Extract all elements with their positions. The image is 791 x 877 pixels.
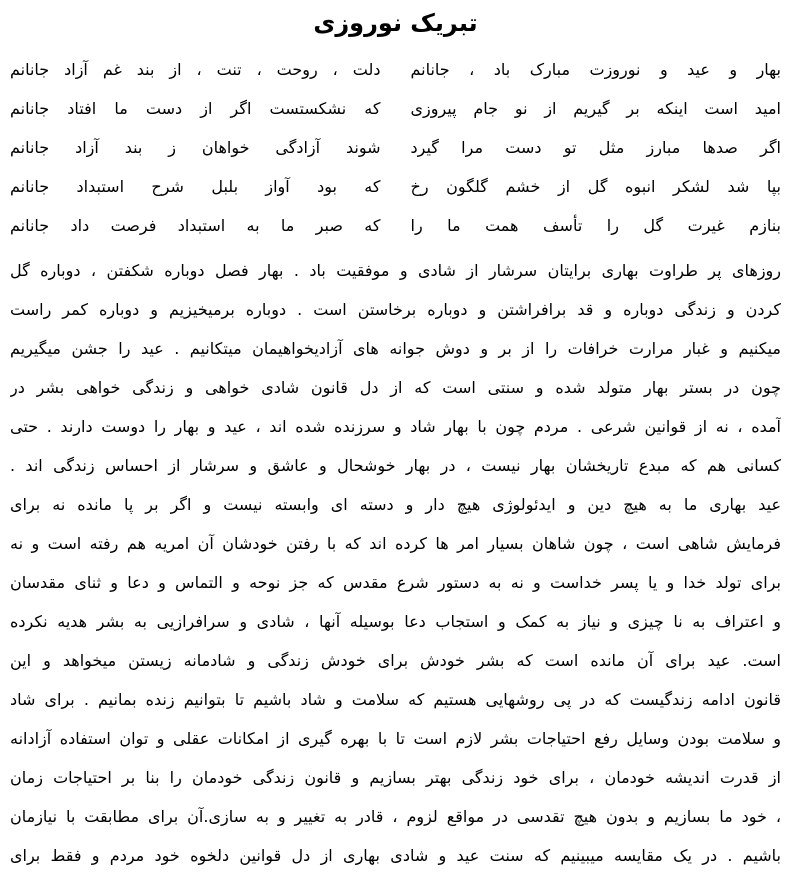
prose-line: روزهای پر طراوت بهاری برایتان سرشار از شادی و موفقیت باد . بهار فصل دوباره شکفتن ، دوباره گل xyxy=(10,261,781,280)
prose-section xyxy=(10,251,781,875)
prose-line: و اعتراف به نا چیزی و نیاز به کمک و استجاب دعا بوسیله آنها ، شادی و سرافرازیی به بشر هدیه نکرده xyxy=(10,612,781,631)
prose-line: فرمایش شاهی است ، چون شاهان بسیار امر ها کرده اند که با رفتن خودشان آن امریه هم رفته است و نه xyxy=(10,534,781,553)
poem-hemistich-right: امید است اینکه بر گیریم از نو جام پیروزی xyxy=(410,99,781,118)
poem-hemistich-left: که بود آواز بلبل شرح استبداد جانانم xyxy=(10,177,381,196)
prose-line: عید بهاری ما به هیچ دین و ایدئولوژی هیچ دار و دسته ای وابسته نیست و اگر بر پا مانده نه برای xyxy=(10,495,781,514)
poem-couplet xyxy=(10,128,781,167)
poem-couplet xyxy=(10,50,781,89)
prose-line: ، خود ما بسازیم و بدون هیچ تقدسی در مواقع لزوم ، قادر به تغییر و به سازی.آن برای مطابقت با نیازمان xyxy=(10,807,781,826)
prose-line: از قدرت اندیشه خودمان ، برای خود زندگی بهتر بسازیم و قانون زندگی خودمان را بنا بر احتیاجات زمان xyxy=(10,768,781,787)
poem-hemistich-right: اگر صدها مبارز مثل تو دست مرا گیرد xyxy=(410,138,781,157)
poem-hemistich-right: بهار و عید و نوروزت مبارک باد ، جانانم xyxy=(410,60,781,79)
poem-hemistich-right: بنازم غیرت گل را تأسف همت ما را xyxy=(410,216,781,235)
poem-hemistich-right: بپا شد لشکر انبوه گل از خشم گلگون رخ xyxy=(410,177,781,196)
poem-hemistich-left: که نشکستست اگر از دست ما افتاد جانانم xyxy=(10,99,381,118)
prose-line: باشیم . در یک مقایسه میبینیم که سنت عید و شادی بهاری از دل قوانین دلخوه خود مردم و فقط برای xyxy=(10,846,781,865)
poem-hemistich-left: شوند آزادگی خواهان ز بند آزاد جانانم xyxy=(10,138,381,157)
poem-section xyxy=(10,50,781,245)
prose-line: برای تولد خدا و یا پسر خداست و نه به دستور شرع مقدس که جز نوحه و التماس و دعا و ثنای مقدسان xyxy=(10,573,781,592)
poem-hemistich-left: دلت ، روحت ، تنت ، از بند غم آزاد جانانم xyxy=(10,60,381,79)
prose-line: میکنیم و غبار مرارت خرافات را از بر و دوش جوانه های آزادیخواهیمان میتکانیم . عید را جشن میگیریم xyxy=(10,339,781,358)
prose-line: است. عید برای آن مانده است که بشر خودش برای خودش زندگی و شادمانه زیستن میخواهد و این xyxy=(10,651,781,670)
prose-line: قانون ادامه زندگیست که در پی روشهایی هستیم که سلامت و شاد باشیم تا بتوانیم زنده بمانیم . برای شاد xyxy=(10,690,781,709)
prose-line: چون در بستر بهار متولد شده و سنتی است که از دل قانون شادی خواهی و زندگی خواهی بشر در xyxy=(10,378,781,397)
poem-couplet xyxy=(10,89,781,128)
poem-couplet xyxy=(10,167,781,206)
page-title: تبریک نوروزی xyxy=(313,9,478,37)
prose-line: کردن و زندگی دوباره و قد برافراشتن و دوباره برخاستن است . دوباره برمیخیزیم و دوباره کمر راست xyxy=(10,300,781,319)
poem-couplet xyxy=(10,206,781,245)
prose-line: و سلامت بودن وسایل رفع احتیاجات بشر لازم است تا با بهره گیری از امکانات عقلی و توان استفاده آزادانه xyxy=(10,729,781,748)
poem-hemistich-left: که صبر ما به استبداد فرصت داد جانانم xyxy=(10,216,381,235)
prose-line: کسانی هم که مبدع تاریخشان بهار نیست ، در بهار خوشحال و عاشق و سرشار از احساس زندگی اند . xyxy=(10,456,781,475)
prose-line: آمده ، نه از قوانین شرعی . مردم چون با بهار شاد و سرزنده شده اند ، عید و بهار را دوست دارند . حتی xyxy=(10,417,781,436)
